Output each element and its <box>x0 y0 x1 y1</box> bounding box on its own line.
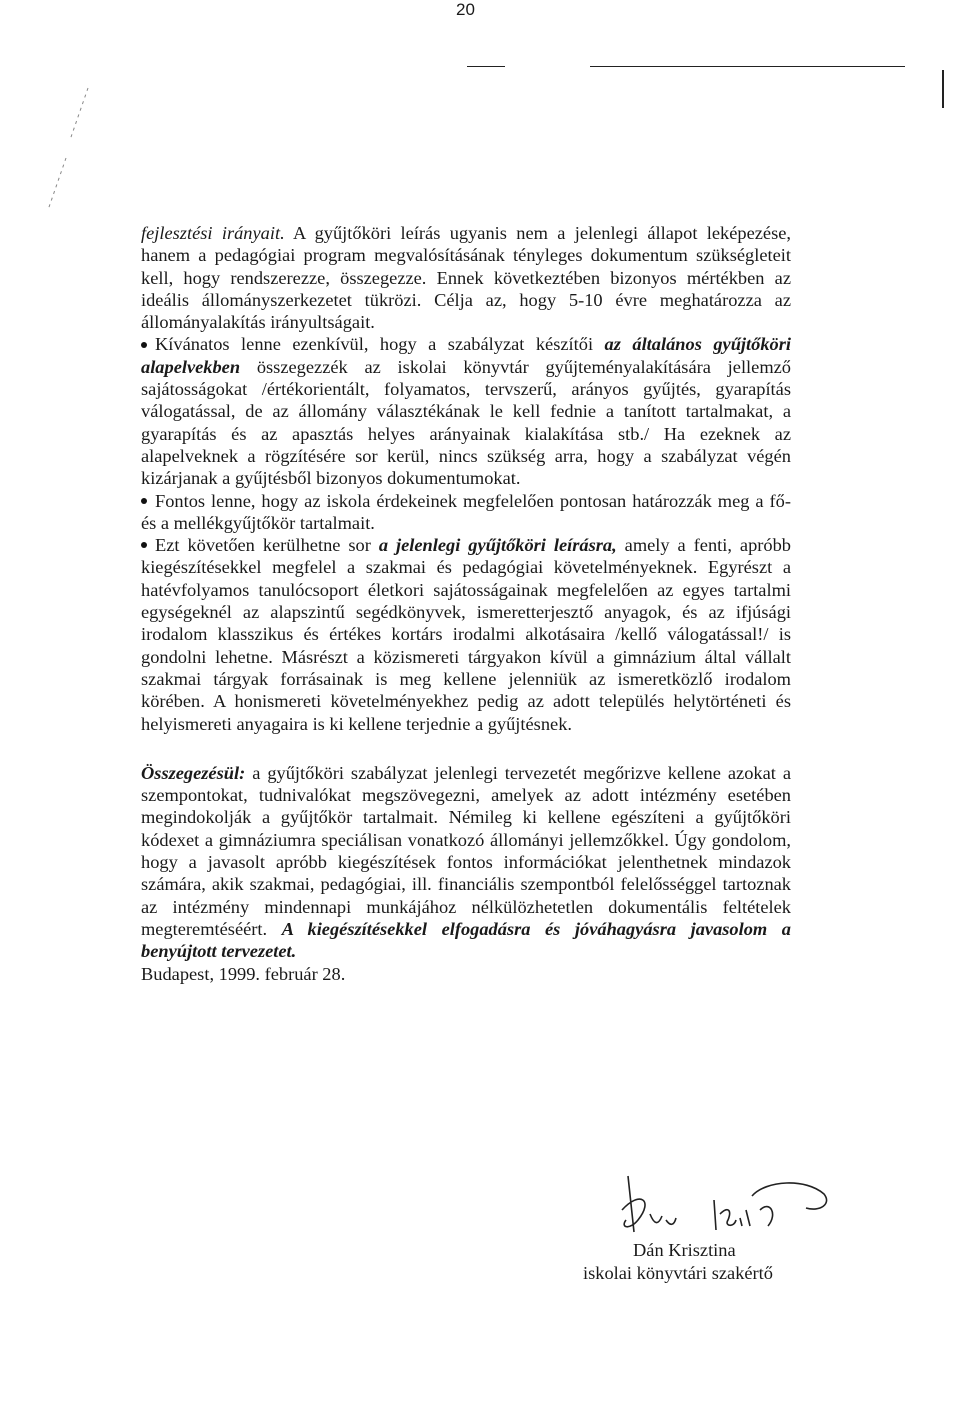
place-date: Budapest, 1999. február 28. <box>141 963 346 984</box>
summary-paragraph <box>141 762 791 963</box>
emphasized-text: az általános gyűjtőköri alapelvekben <box>141 334 792 377</box>
bullet-icon <box>141 498 147 504</box>
paragraph-text: Fontos lenne, hogy az iskola érdekeinek megfelelően pontosan határozzák meg a fő- és a mellékgyűjtőkör tartalmait. <box>141 490 791 533</box>
paragraph-text: Kívánatos lenne ezenkívül, hogy a szabályzat készítői <box>155 334 605 355</box>
signatory-role: iskolai könyvtári szakértő <box>583 1263 773 1283</box>
scan-line-top-left <box>467 66 505 67</box>
document-body <box>141 222 791 985</box>
bullet-icon <box>141 542 147 548</box>
bullet-paragraph <box>141 534 791 735</box>
paragraph-text: Ezt követően kerülhetne sor <box>155 535 379 556</box>
paragraph <box>141 222 791 333</box>
scan-line-top-right <box>590 66 905 67</box>
scan-line-right-tick <box>942 70 944 108</box>
bullet-paragraph <box>141 490 791 535</box>
emphasized-text: fejlesztési irányait. <box>141 223 285 243</box>
paragraph-text: amely a fenti, apróbb kiegészítésekkel megfelel a szakmai és pedagógiai követelményeknek. Egyrészt a hatévfolyamos tanulócsoport életkori sajátosságainak megfelelően az egyes tartalmi egységeknél az alapszintű segédkönyvek, ismeretterjesztő anyagok, és az ifjúsági irodalom klasszikus és értékes kortárs irodalmi alkotásaira /kellő válogatással!/ is gondolni lehetne. Másrészt a közismereti tárgyakon kívül a gimnázium által vállalt szakmai tárgyak forrásainak is meg kellene jelenniük az ismeretközlő irodalom körében. A honismereti követelményekhez pedig az adott település helytörténeti és helyismereti anyagaira is ki kellene terjednie a gyűjtésnek. <box>141 535 791 734</box>
paragraph-text: összegezzék az iskolai könyvtár gyűjteményalakítására jellemző sajátosságokat /értékorientált, folyamatos, tervszerű, arányos gyűjtés, gyarapítás válogatással, de az állomány választékának le kell fednie a tanított tartalmakat, a gyarapítás és az apasztás helyes arányainak kialakítása stb./ Ha ezeknek az alapelveknek a rögzítésére sor kerül, nincs szükség arra, hogy a szabályzat végén kizárjanak a gyűjtésből bizonyos dokumentumokat. <box>141 356 791 489</box>
handwritten-signature <box>610 1170 850 1250</box>
bullet-paragraph <box>141 333 791 489</box>
bullet-icon <box>141 342 147 348</box>
spacer <box>141 735 791 762</box>
emphasized-text: Összegezésül: <box>141 762 246 783</box>
page-number: 20 <box>456 0 475 19</box>
signatory-name: Dán Krisztina <box>633 1240 736 1260</box>
emphasized-text: a jelenlegi gyűjtőköri leírásra, <box>378 535 617 556</box>
emphasized-text: A kiegészítésekkel elfogadásra és jóváhagyásra javasolom a benyújtott tervezetet. <box>141 918 791 962</box>
scan-mark-left <box>40 80 100 220</box>
paragraph-text: A gyűjtőköri leírás ugyanis nem a jelenlegi állapot leképezése, hanem a pedagógiai program megvalósításának tényleges dokumentum szükségleteit kell, hogy rendszerezze, összegezze. Ennek következtében bizonyos mértékben az ideális állományszerkezetet tükrözi. Célja az, hogy 5-10 évre meghatározza az állományalakítás irányultságait. <box>141 223 791 333</box>
paragraph-text: a gyűjtőköri szabályzat jelenlegi tervezetét megőrizve kellene azokat a szempontokat, tudnivalókat megszövegezni, amelyek az adott intézmény esetében megindokolják a gyűjtőkör tartalmait. Némileg ki kellene egészíteni a gyűjtőköri kódexet a gimnáziumra speciálisan vonatkozó állományi jellemzőkkel. Úgy gondolom, hogy a javasolt apróbb kiegészítések fontos információkat jelenthetnek mindazok számára, akik szakmai, pedagógiai, ill. financiális szempontból felelősséggel tartoznak az intézmény mindennapi munkájához nélkülözhetetlen dokumentális feltételek megteremtéséért. <box>141 762 791 939</box>
